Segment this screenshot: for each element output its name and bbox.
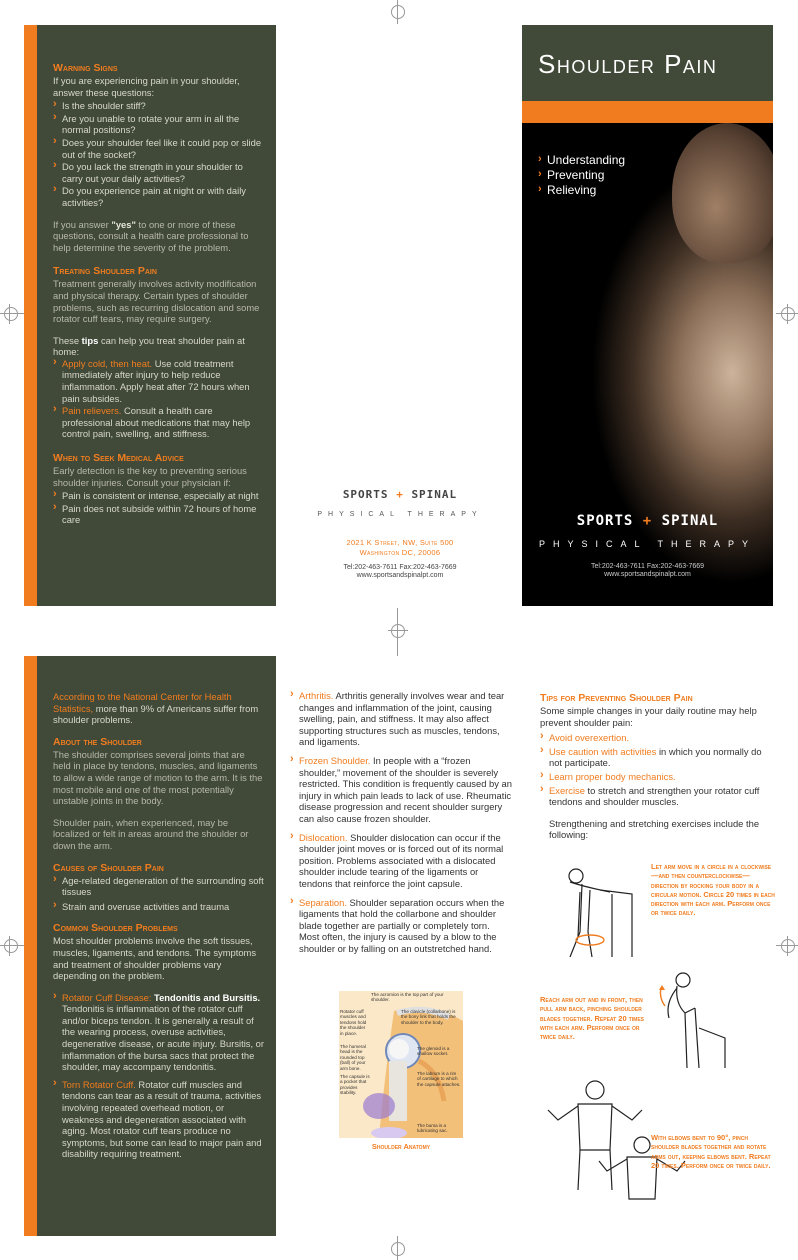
conditions-list (290, 690, 512, 954)
prevention-title: Tips for Preventing Shoulder Pain (540, 692, 693, 704)
list-item: › Do you lack the strength in your shoulder to carry out your daily activities? (53, 161, 263, 184)
list-item: › Learn proper body mechanics. (540, 771, 770, 783)
list-item: › Rotator Cuff Disease: Tendonitis and Bursitis. Tendonitis is inflammation of the rotator cuff and/or biceps tendon. It is generally a result of the wearing process, overuse activities, degenerative disease, or acute injury. Bursitis, or inflammation of the bursa sacs that protect the shoulder, may accompany tendonitis. (53, 992, 265, 1073)
causes-list (53, 875, 265, 913)
treating-title: Treating Shoulder Pain (53, 265, 157, 278)
label-glenoid: The glenoid is a shallow socket. (417, 1046, 450, 1057)
label-humeral-head: The humeral head is the rounded top (ball) of your arm bone. (340, 1044, 366, 1071)
cover-panel (522, 25, 773, 606)
warning-answer: If you answer "yes" to one or more of these questions, consult a health care professional to help determine the severity of the problem. (53, 218, 249, 253)
stat-text: According to the National Center for Health Statistics, more than 9% of Americans suffer from shoulder problems. (53, 691, 259, 726)
list-item: › Are you unable to rotate your arm in all the normal positions? (53, 113, 263, 136)
list-item: › Avoid overexertion. (540, 732, 770, 744)
crop-mark (0, 936, 24, 956)
list-item: › Pain relievers. Consult a health care professional about medications that may help control pain, swelling, and stiffness. (53, 405, 263, 440)
label-capsule: The capsule is a pocket that provides stability. (340, 1074, 370, 1096)
exercise-2-illustration (655, 968, 731, 1068)
cover-logo-sub: PHYSICAL THERAPY (538, 539, 757, 549)
list-item: › Frozen Shoulder. In people with a “frozen shoulder,” movement of the shoulder is severely restricted. This condition is frequently caused by an injury in which pain leads to lack of use. Rheumatic disease progression and recent shoulder surgery can also cause frozen shoulder. (290, 755, 512, 825)
about-p1: The shoulder comprises several joints that are held in place by tendons, muscles, and ligaments to allow a wide range of motion to the arm. It is the most mobile and one of the most potentially unstable joints in the body. (53, 748, 263, 807)
label-labrum: The labrum is a rim of cartilage to which the capsule attaches. (417, 1071, 461, 1087)
list-item: › Strain and overuse activities and trauma (53, 901, 265, 913)
cover-title: Shoulder Pain (538, 49, 718, 79)
list-item: › Use caution with activities in which you normally do not participate. (540, 746, 770, 769)
cover-photo-head (672, 123, 773, 263)
warning-panel (37, 25, 276, 606)
back-logo-sub: PHYSICAL THERAPY (317, 511, 483, 518)
prevention-tips (540, 732, 770, 808)
causes-title: Causes of Shoulder Pain (53, 861, 164, 874)
list-item: › Preventing (538, 168, 625, 183)
list-item: › Arthritis. Arthritis generally involves wear and tear changes and inflammation of the joint, causing swelling, pain, and stiffness. It may also affect supporting structures such as muscles, tendons, and ligaments. (290, 690, 512, 748)
label-bursa: The bursa is a lubricating sac. (417, 1123, 448, 1134)
list-item: › Understanding (538, 153, 625, 168)
label-clavicle: The clavicle (collarbone) is the bony link that holds the shoulder to the body. (401, 1009, 456, 1025)
common-title: Common Shoulder Problems (53, 922, 178, 935)
treating-tips (53, 358, 263, 440)
label-acromion: The acromion is the top part of your shoulder. (371, 992, 444, 1003)
problems-list (53, 992, 265, 1160)
shoulder-anatomy-figure (339, 991, 463, 1138)
about-title: About the Shoulder (53, 735, 142, 748)
exercise-1-text: Let arm move in a circle in a clockwise—and then counterclockwise—direction by rocking your body in a circular motion. Circle 20 times in each direction with each arm. Perform once or twice daily. (651, 862, 775, 918)
crop-mark (776, 304, 798, 324)
cover-phone: Tel:202-463-7611 Fax:202-463-7669 (590, 563, 705, 570)
exercise-1-illustration (540, 862, 640, 962)
back-address-2: Washington DC, 20006 (359, 548, 441, 557)
list-item: › Age-related degeneration of the surrounding soft tissues (53, 875, 265, 898)
list-item: › Relieving (538, 183, 625, 198)
list-item: › Separation. Shoulder separation occurs when the ligaments that hold the collarbone and shoulder blade together are partially or completely torn. Most often, the injury is caused by a blow to the shoulder or by falling on an outstretched hand. (290, 897, 512, 955)
common-body: Most shoulder problems involve the soft tissues, muscles, ligaments, and tendons. The symptoms and treatment of shoulder problems vary depending on the problem. (53, 935, 257, 982)
seek-body: Early detection is the key to preventing serious shoulder injuries. Consult your physician if: (53, 465, 247, 488)
back-website: www.sportsandspinalpt.com (356, 572, 444, 579)
cover-orange-band (522, 101, 773, 123)
cover-bullets (538, 153, 625, 198)
list-item: › Apply cold, then heat. Use cold treatment immediately after injury to help reduce inflammation. Apply heat after 72 hours when pain subsides. (53, 358, 263, 404)
list-item: › Do you experience pain at night or with daily activities? (53, 185, 263, 208)
list-item: › Dislocation. Shoulder dislocation can occur if the shoulder joint moves or is forced out of its normal position. Problems associated with a dislocated shoulder include tearing of the ligaments or tendons that reinforce the joint capsule. (290, 832, 512, 890)
warning-title: Warning Signs (53, 62, 118, 74)
label-rotator-cuff: Rotator cuff muscles and tendons hold the shoulder in place. (340, 1009, 367, 1036)
warning-questions (53, 100, 263, 208)
exercise-2-text: Reach arm out and in front, then pull arm back, pinching shoulder blades together. Repeat 20 times with each arm. Perform once or twice daily. (540, 995, 644, 1042)
back-address-1: 2021 K Street, NW, Suite 500 (346, 538, 454, 547)
seek-items (53, 490, 263, 526)
back-logo: SPORTS + SPINAL PHYSICAL THERAPY 2021 K Street, NW, Suite 500 Washington DC, 20006 Tel:202-463-7611 Fax:202-463-7669 www.sportsandspinalpt.com (300, 488, 500, 579)
exercise-3-text: With elbows bent to 90°, pinch shoulder blades together and rotate arms out, keeping elbows bent. Repeat 20 times. Perform once or twice daily. (651, 1133, 771, 1170)
cover-logo: SPORTS + SPINAL PHYSICAL THERAPY Tel:202-463-7611 Fax:202-463-7669 www.sportsandspinalpt.com (522, 513, 773, 578)
crop-mark (388, 0, 408, 25)
cover-title-bar (522, 25, 773, 101)
list-item: › Torn Rotator Cuff. Rotator cuff muscles and tendons can tear as a result of trauma, activities involving repeated overhead motion, or weakness and degeneration associated with aging. Most rotator cuff tears produce no symptoms, but some can lead to major pain and disability requiring treatment. (53, 1079, 265, 1160)
list-item: › Pain is consistent or intense, especially at night (53, 490, 263, 502)
list-item: › Pain does not subside within 72 hours of home care (53, 503, 263, 526)
list-item: › Does your shoulder feel like it could pop or slide out of the socket? (53, 137, 263, 160)
treating-body: Treatment generally involves activity modification and physical therapy. Certain types of shoulder problems, such as recurring dislocation and some rotator cuff tears, may require surgery. (53, 278, 260, 325)
back-phone: Tel:202-463-7611 Fax:202-463-7669 (343, 564, 457, 571)
prevention-intro: Some simple changes in your daily routine may help prevent shoulder pain: (540, 705, 757, 728)
strength-intro: Strengthening and stretching exercises include the following: (549, 817, 760, 841)
seek-title: When to Seek Medical Advice (53, 452, 184, 465)
crop-mark (0, 304, 24, 324)
inside-left-panel (37, 656, 276, 1236)
crop-mark (388, 1236, 408, 1260)
cover-website: www.sportsandspinalpt.com (604, 571, 691, 578)
warning-intro: If you are experiencing pain in your shoulder, answer these questions: (53, 75, 240, 98)
treating-tips-intro: These tips can help you treat shoulder pain at home: (53, 334, 245, 358)
crop-mark (776, 936, 798, 956)
panel-accent-strip (24, 25, 37, 606)
prevention-column (540, 692, 770, 841)
inside-middle-column (290, 690, 512, 954)
about-p2: Shoulder pain, when experienced, may be localized or felt in areas around the shoulder or down the arm. (53, 816, 249, 851)
list-item: › Exercise to stretch and strengthen your rotator cuff tendons and shoulder muscles. (540, 785, 770, 808)
anatomy-caption: Shoulder Anatomy (371, 1142, 431, 1151)
list-item: › Is the shoulder stiff? (53, 100, 263, 112)
crop-mark (388, 608, 408, 656)
panel-accent-strip (24, 656, 37, 1236)
